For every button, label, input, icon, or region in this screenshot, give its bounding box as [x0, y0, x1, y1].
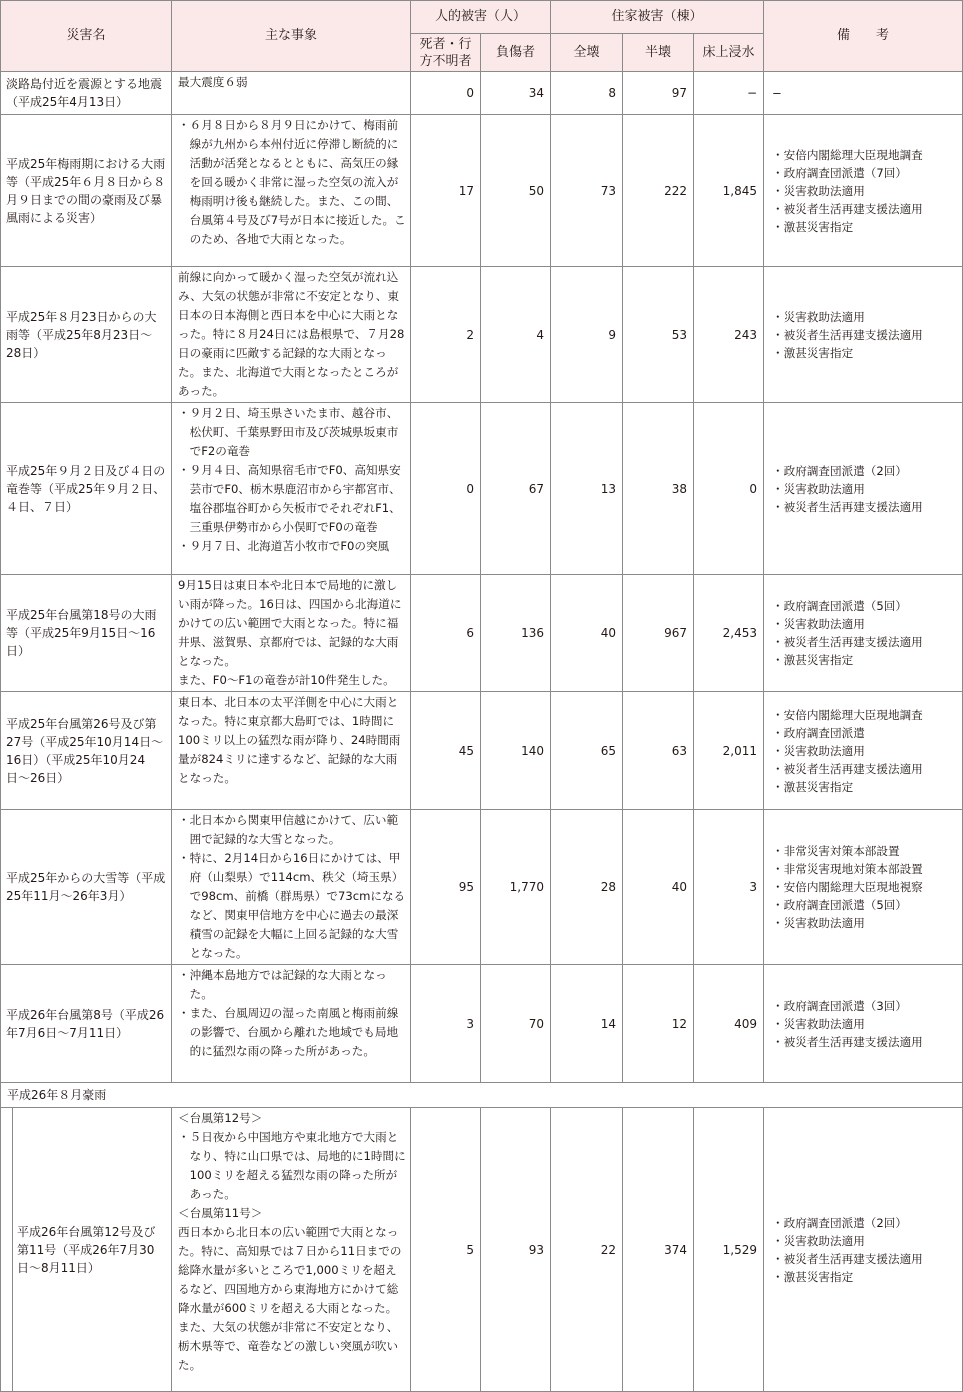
- full-destroyed-count: 8: [551, 72, 623, 115]
- main-events: [172, 403, 411, 575]
- disaster-name: 平成25年９月２日及び４日の竜巻等（平成25年９月２日、４日、７日）: [1, 403, 172, 575]
- event-item: ・特に、2月14日から16日にかけては、甲府（山梨県）で114cm、秩父（埼玉県）で98cm、前橋（群馬県）で73cmになるなど、関東甲信地方を中心に過去の最深積雪の記録を大幅に上回る記録的な大雪となった。: [178, 851, 406, 960]
- remarks: [764, 965, 963, 1083]
- remark-item: ・被災者生活再建支援法適用: [772, 1034, 923, 1049]
- remarks: [764, 575, 963, 692]
- event-item: ・６月８日から８月９日にかけて、梅雨前線が九州から本州付近に停滞し断続的に活動が活発となるとともに、高気圧の縁を回る暖かく非常に湿った空気の流入が梅雨明け後も継続した。また、この間、台風第４号及び7号が日本に接近した。このため、各地で大雨となった。: [178, 118, 406, 246]
- main-events: [172, 692, 411, 810]
- main-events: [172, 267, 411, 403]
- injured-count: 67: [481, 403, 551, 575]
- table-row: [1, 692, 963, 810]
- header-remarks: 備 考: [764, 1, 963, 72]
- flood-count: 243: [694, 267, 764, 403]
- full-destroyed-count: 22: [551, 1108, 623, 1392]
- flood-count: 1,845: [694, 115, 764, 267]
- event-item: 西日本から北日本の広い範囲で大雨となった。特に、高知県では７日から11日までの総降水量が多いところで1,000ミリを超えるなど、四国地方から東海地方にかけて総降水量が600ミリを超える大雨となった。: [178, 1225, 402, 1315]
- dead-count: 0: [411, 72, 481, 115]
- table-row: [1, 267, 963, 403]
- half-destroyed-count: 97: [623, 72, 694, 115]
- injured-count: 70: [481, 965, 551, 1083]
- event-item: ・また、台風周辺の湿った南風と梅雨前線の影響で、台風から離れた地域でも局地的に猛烈な雨の降った所があった。: [178, 1006, 399, 1058]
- table-row: [1, 575, 963, 692]
- dead-count: 95: [411, 810, 481, 965]
- full-destroyed-count: 65: [551, 692, 623, 810]
- disaster-name: 平成26年台風第8号（平成26年7月6日〜7月11日）: [1, 965, 172, 1083]
- flood-count: 409: [694, 965, 764, 1083]
- table-row: [1, 72, 963, 115]
- remark-item: ・非常災害現地対策本部設置: [772, 862, 923, 876]
- main-events: [172, 810, 411, 965]
- disaster-name: 淡路島付近を震源とする地震（平成25年4月13日）: [1, 72, 172, 115]
- event-item: 東日本、北日本の太平洋側を中心に大雨となった。特に東京都大島町では、1時間に100ミリ以上の猛烈な雨が降り、24時間雨量が824ミリに達するなど、記録的な大雨となった。: [178, 695, 401, 785]
- event-item: また、F0〜F1の竜巻が計10件発生した。: [178, 673, 395, 687]
- remark-item: ・激甚災害指定: [772, 653, 854, 667]
- dead-count: 6: [411, 575, 481, 692]
- main-events: [172, 115, 411, 267]
- event-item: 最大震度６弱: [178, 75, 248, 89]
- remark-item: ・安倍内閣総理大臣現地調査: [772, 147, 923, 162]
- injured-count: 136: [481, 575, 551, 692]
- group-title: 平成26年８月豪雨: [1, 1083, 963, 1108]
- dead-count: 3: [411, 965, 481, 1083]
- disaster-name: 平成25年からの大雪等（平成25年11月〜26年3月）: [1, 810, 172, 965]
- half-destroyed-count: 12: [623, 965, 694, 1083]
- table-row: [1, 115, 963, 267]
- main-events: [172, 965, 411, 1083]
- dead-count: 0: [411, 403, 481, 575]
- remarks: [764, 1108, 963, 1392]
- remark-item: ・激甚災害指定: [772, 1269, 854, 1284]
- remark-item: ・被災者生活再建支援法適用: [772, 201, 923, 216]
- flood-count: 3: [694, 810, 764, 965]
- event-item: ・９月７日、北海道苫小牧市でF0の突風: [178, 539, 390, 553]
- full-destroyed-count: 9: [551, 267, 623, 403]
- remark-item: −: [772, 86, 782, 100]
- remark-item: ・災害救助法適用: [772, 309, 865, 324]
- remark-item: ・災害救助法適用: [772, 481, 865, 496]
- main-events: [172, 72, 411, 115]
- header-dead: 死者・行方不明者: [411, 34, 481, 72]
- remark-item: ・政府調査団派遣（2回）: [772, 1215, 907, 1230]
- dead-count: 5: [411, 1108, 481, 1392]
- remark-item: ・被災者生活再建支援法適用: [772, 635, 923, 649]
- half-destroyed-count: 967: [623, 575, 694, 692]
- main-events: [172, 1108, 411, 1392]
- injured-count: 1,770: [481, 810, 551, 965]
- flood-count: 2,453: [694, 575, 764, 692]
- half-destroyed-count: 40: [623, 810, 694, 965]
- remark-item: ・政府調査団派遣（5回）: [772, 599, 907, 613]
- full-destroyed-count: 14: [551, 965, 623, 1083]
- event-item: また、大気の状態が非常に不安定となり、栃木県等で、竜巻などの激しい突風が吹いた。: [178, 1320, 399, 1372]
- event-item: 前線に向かって暖かく湿った空気が流れ込み、大気の状態が非常に不安定となり、東日本の日本海側と西日本を中心に大雨となった。特に８月24日には島根県で、７月28日の豪雨に匹敵する記録的な大雨となった。また、北海道で大雨となったところがあった。: [178, 270, 405, 398]
- full-destroyed-count: 73: [551, 115, 623, 267]
- event-item: ＜台風第12号＞: [178, 1111, 263, 1125]
- header-flood: 床上浸水: [694, 34, 764, 72]
- remark-item: ・災害救助法適用: [772, 617, 865, 631]
- flood-count: −: [694, 72, 764, 115]
- remarks: [764, 72, 963, 115]
- event-item: ・９月２日、埼玉県さいたま市、越谷市、松伏町、千葉県野田市及び茨城県坂東市でF2の竜巻: [178, 406, 399, 458]
- remark-item: ・政府調査団派遣: [772, 725, 865, 740]
- remark-item: ・被災者生活再建支援法適用: [772, 1251, 923, 1266]
- event-item: ・沖縄本島地方では記録的な大雨となった。: [178, 968, 387, 1001]
- event-item: ・北日本から関東甲信越にかけて、広い範囲で記録的な大雪となった。: [178, 813, 399, 846]
- event-item: ・９月４日、高知県宿毛市でF0、高知県安芸市でF0、栃木県鹿沼市から宇都宮市、塩谷郡塩谷町から矢板市でそれぞれF1、三重県伊勢市から小俣町でF0の竜巻: [178, 463, 401, 534]
- flood-count: 0: [694, 403, 764, 575]
- header-full: 全壊: [551, 34, 623, 72]
- injured-count: 50: [481, 115, 551, 267]
- half-destroyed-count: 53: [623, 267, 694, 403]
- header-event: 主な事象: [172, 1, 411, 72]
- remark-item: ・政府調査団派遣（7回）: [772, 165, 907, 180]
- remarks: [764, 403, 963, 575]
- remark-item: ・政府調査団派遣（3回）: [772, 998, 907, 1013]
- injured-count: 140: [481, 692, 551, 810]
- remark-item: ・被災者生活再建支援法適用: [772, 327, 923, 342]
- header-injured: 負傷者: [481, 34, 551, 72]
- remarks: [764, 810, 963, 965]
- remark-item: ・被災者生活再建支援法適用: [772, 499, 923, 514]
- main-events: [172, 575, 411, 692]
- injured-count: 34: [481, 72, 551, 115]
- full-destroyed-count: 28: [551, 810, 623, 965]
- dead-count: 2: [411, 267, 481, 403]
- dead-count: 17: [411, 115, 481, 267]
- half-destroyed-count: 222: [623, 115, 694, 267]
- header-half: 半壊: [623, 34, 694, 72]
- injured-count: 4: [481, 267, 551, 403]
- remark-item: ・安倍内閣総理大臣現地視察: [772, 880, 923, 894]
- remark-item: ・災害救助法適用: [772, 183, 865, 198]
- disaster-name: 平成25年台風第26号及び第27号（平成25年10月14日〜16日）（平成25年10月24日〜26日）: [1, 692, 172, 810]
- remark-item: ・激甚災害指定: [772, 345, 854, 360]
- remarks: [764, 692, 963, 810]
- header-human-group: 人的被害（人）: [411, 1, 551, 34]
- remarks: [764, 115, 963, 267]
- remark-item: ・激甚災害指定: [772, 779, 854, 794]
- full-destroyed-count: 40: [551, 575, 623, 692]
- dead-count: 45: [411, 692, 481, 810]
- disaster-name: 平成25年梅雨期における大雨等（平成25年６月８日から８月９日までの間の豪雨及び暴風雨による災害）: [1, 115, 172, 267]
- remarks: [764, 267, 963, 403]
- half-destroyed-count: 63: [623, 692, 694, 810]
- table-body: [1, 72, 963, 1392]
- flood-count: 2,011: [694, 692, 764, 810]
- disaster-name: 平成25年台風第18号の大雨等（平成25年9月15日〜16日）: [1, 575, 172, 692]
- table-row: [1, 1108, 963, 1392]
- remark-item: ・安倍内閣総理大臣現地調査: [772, 707, 923, 722]
- remark-item: ・非常災害対策本部設置: [772, 844, 900, 858]
- event-item: ・５日夜から中国地方や東北地方で大雨となり、特に山口県では、局地的に1時間に100ミリを超える猛烈な雨の降った所があった。: [178, 1130, 406, 1201]
- remark-item: ・激甚災害指定: [772, 219, 854, 234]
- remark-item: ・災害救助法適用: [772, 1016, 865, 1031]
- event-item: 9月15日は東日本や北日本で局地的に激しい雨が降った。16日は、四国から北海道にかけての広い範囲で大雨となった。特に福井県、滋賀県、京都府では、記録的な大雨となった。: [178, 578, 402, 668]
- remark-item: ・災害救助法適用: [772, 1233, 865, 1248]
- half-destroyed-count: 38: [623, 403, 694, 575]
- remark-item: ・災害救助法適用: [772, 916, 865, 930]
- table-row: [1, 403, 963, 575]
- disaster-name: 平成25年８月23日からの大雨等（平成25年8月23日〜28日）: [1, 267, 172, 403]
- header-house-group: 住家被害（棟）: [551, 1, 764, 34]
- group-title-row: [1, 1083, 963, 1108]
- table-row: [1, 810, 963, 965]
- half-destroyed-count: 374: [623, 1108, 694, 1392]
- remark-item: ・政府調査団派遣（5回）: [772, 898, 907, 912]
- full-destroyed-count: 13: [551, 403, 623, 575]
- remark-item: ・政府調査団派遣（2回）: [772, 463, 907, 478]
- injured-count: 93: [481, 1108, 551, 1392]
- disaster-name: 平成26年台風第12号及び第11号（平成26年7月30日〜8月11日）: [1, 1108, 172, 1392]
- header-name: 災害名: [1, 1, 172, 72]
- remark-item: ・被災者生活再建支援法適用: [772, 761, 923, 776]
- remark-item: ・災害救助法適用: [772, 743, 865, 758]
- event-item: ＜台風第11号＞: [178, 1206, 263, 1220]
- table-row: [1, 965, 963, 1083]
- flood-count: 1,529: [694, 1108, 764, 1392]
